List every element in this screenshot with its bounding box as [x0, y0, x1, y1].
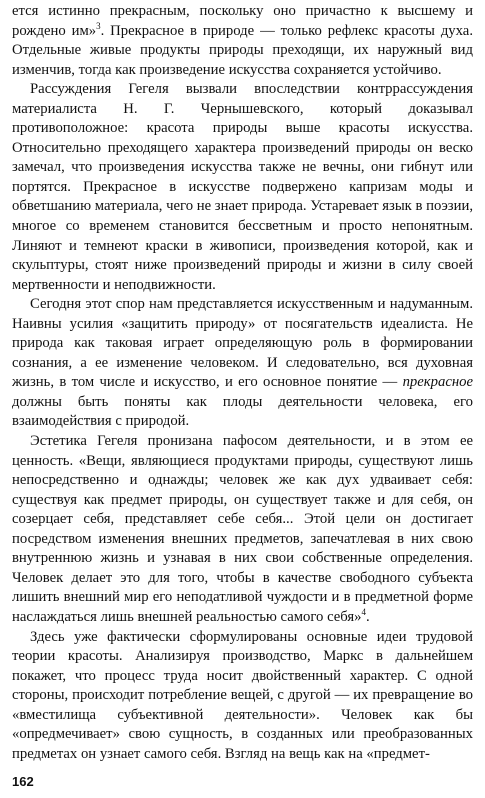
paragraph-marx: Здесь уже фактически сформулированы основные идеи трудовой теории красоты. Анализируя производство, Маркс в дальнейшем покажет, что процесс труда носит двойственный характер. С одной стороны, происходит потребление вещей, с другой — их превращение во «вместилища субъективной деятельности». Человек как бы «опредмечивает» свою сущность, в созданных или преобразованных предметах он узнает самого себя. Взгляд на вещь как на «предмет- — [12, 628, 473, 762]
text-run: Эстетика Гегеля пронизана пафосом деятельности, и в этом ее ценность. «Вещи, являющиеся продуктами природы, существуют лишь непосредственно и однажды; человек же как дух удваивает себя: существуя как предмет природы, он существует также и для себя, он созерцает себя, представляет себе себя... Этой цели он достигает посредством изменения внешних предметов, запечатлевая в них свою внутреннюю жизнь и узнавая в них свои собственные определения. Человек делает это для того, чтобы в качестве свободного субъекта лишить внешний мир его неподатливой чуждости и в предметной форме наслаждаться лишь внешней реальностью самого себя» — [12, 433, 473, 625]
text-run: должны быть поняты как плоды деятельности человека, его взаимодействия с природой. — [12, 393, 473, 430]
paragraph-hegel-quote — [12, 432, 473, 627]
footnote-ref-4: 4 — [361, 607, 366, 618]
page-number: 162 — [12, 774, 34, 789]
text-run: ется истинно прекрасным, поскольку оно причастно к высшему и рождено им» — [12, 3, 473, 39]
paragraph-dispute — [12, 295, 473, 432]
text-run: . Прекрасное в природе — только рефлекс красоты духа. Отдельные живые продукты природы преходящи, их наружный вид изменчив, тогда как произведение искусства сохраняется устойчиво. — [12, 22, 473, 78]
text-run: . — [366, 608, 370, 625]
text-run: Сегодня этот спор нам представляется искусственным и надуманным. Наивны усилия «защитить природу» от посягательств идеалиста. Не природа как таковая играет определяющую роль в формировании сознания, а ее изменение человеком. И следовательно, вся духовная жизнь, в том числе и искусство, и его основное понятие — — [12, 296, 473, 391]
footnote-ref-3: 3 — [96, 20, 101, 31]
paragraph-continuation — [12, 2, 473, 80]
italic-term: прекрасное — [402, 374, 473, 391]
body-text — [12, 2, 473, 764]
paragraph-chernyshevsky: Рассуждения Гегеля вызвали впоследствии контррассуждения материалиста Н. Г. Чернышевского, который доказывал противоположное: красота природы выше красоты искусства. Относительно преходящего характера произведений природы он веско замечал, что произведения искусства также не вечны, они гибнут или портятся. Прекрасное в искусстве подвержено капризам моды и обветшанию материала, чего не знает природа. Устаревает язык в поэзии, многое со временем становится бессветным и просто непонятным. Линяют и темнеют краски в живописи, произведения которой, как и скульптуры, стоят ниже произведений природы и жизни в силу своей мертвенности и неподвижности. — [12, 81, 473, 293]
